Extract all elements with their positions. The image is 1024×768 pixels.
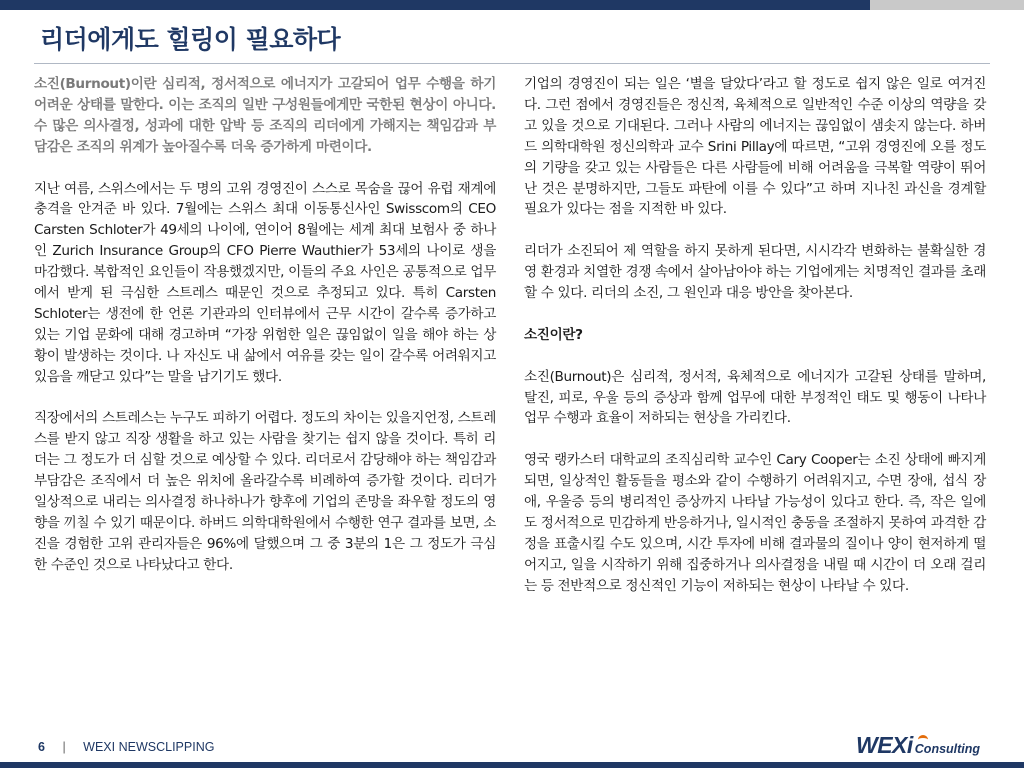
logo-subtitle: Consulting [914, 742, 981, 756]
title-divider [34, 63, 990, 64]
page-number: 6 [38, 740, 45, 754]
left-column [34, 74, 496, 576]
wexi-logo [856, 732, 980, 759]
body-paragraph: 지난 여름, 스위스에서는 두 명의 고위 경영진이 스스로 목숨을 끊어 유럽 재계에 충격을 안겨준 바 있다. 7월에는 스위스 최대 이동통신사인 Swisscom의 CEO Carsten Schloter가 49세의 나이에, 연이어 8월에는 세계 최대 보험사 중 하나인 Zurich Insurance Group의 CFO Pierre Wauthier가 53세의 나이로 생을 마감했다. 복합적인 요인들이 작용했겠지만, 이들의 주요 사인은 공통적으로 업무에서 받게 된 극심한 스트레스 때문인 것으로 추정되고 있다. 특히 Carsten Schloter는 생전에 한 언론 기관과의 인터뷰에서 근무 시간이 갈수록 증가하고 있는 기업 문화에 대해 경고하며 “가장 위험한 일은 끊임없이 일을 해야 하는 상황이 발생하는 것이다. 나 자신도 내 삶에서 여유를 갖는 일이 갈수록 어려워지고 있음을 깨닫고 있다”는 말을 남기기도 했다. [34, 180, 496, 385]
body-paragraph: 리더가 소진되어 제 역할을 하지 못하게 된다면, 시시각각 변화하는 불확실한 경영 환경과 치열한 경쟁 속에서 살아남아야 하는 기업에게는 치명적인 결과를 초래할 수 있다. 리더의 소진, 그 원인과 대응 방안을 찾아본다. [524, 243, 986, 302]
body-paragraph: 소진(Burnout)은 심리적, 정서적, 육체적으로 에너지가 고갈된 상태를 말하며, 탈진, 피로, 우울 등의 증상과 함께 업무에 대한 부정적인 태도 및 행동이 나타나 업무 수행과 효율이 저하되는 현상을 가리킨다. [524, 368, 986, 427]
top-gray-bar [870, 0, 1024, 10]
top-accent-bar [0, 0, 870, 10]
page-footer [38, 740, 214, 754]
body-paragraph: 기업의 경영진이 되는 일은 ‘별을 달았다’라고 할 정도로 쉽지 않은 일로 여겨진다. 그런 점에서 경영진들은 정신적, 육체적으로 일반적인 수준 이상의 역량을 갖고 있을 것으로 기대된다. 그러나 사람의 에너지는 끊임없이 샘솟지 않는다. 하버드 의학대학원 정신의학과 교수 Srini Pillay에 따르면, “고위 경영진에 오를 정도의 기량을 갖고 있는 사람들은 다른 사람들에 비해 어려움을 극복할 역량이 뛰어난 것은 분명하지만, 그들도 파탄에 이를 수 있다”고 하며 지나친 과신을 경계할 필요가 있다는 점을 지적한 바 있다. [524, 76, 986, 218]
logo-swoosh-icon [918, 735, 928, 744]
lead-paragraph: 소진(Burnout)이란 심리적, 정서적으로 에너지가 고갈되어 업무 수행을 하기 어려운 상태를 말한다. 이는 조직의 일반 구성원들에게만 국한된 현상이 아니다. 수 많은 의사결정, 성과에 대한 압박 등 조직의 리더에게 가해지는 책임감과 부담감은 조직의 위계가 높아질수록 더욱 증가하게 마련이다. [34, 76, 496, 155]
body-paragraph: 영국 랭카스터 대학교의 조직심리학 교수인 Cary Cooper는 소진 상태에 빠지게 되면, 일상적인 활동들을 평소와 같이 수행하기 어려워지고, 수면 장애, 섭식 장애, 우울증 등의 병리적인 증상까지 나타날 가능성이 있다고 한다. 즉, 작은 일에도 정서적으로 민감하게 반응하거나, 일시적인 충동을 조절하지 못하여 과격한 감정을 표출시킬 수도 있으며, 시간 투자에 비해 결과물의 질이나 양이 현저하게 떨어지고, 일을 시작하기 위해 집중하거나 의사결정을 내릴 때 시간이 더 오래 걸리는 등 전반적으로 정신적인 기능이 저하되는 현상이 나타날 수 있다. [524, 452, 986, 594]
body-paragraph: 직장에서의 스트레스는 누구도 피하기 어렵다. 정도의 차이는 있을지언정, 스트레스를 받지 않고 직장 생활을 하고 있는 사람을 찾기는 쉽지 않을 것이다. 특히 리더는 그 정도가 더 심할 것으로 예상할 수 있다. 리더로서 감당해야 하는 책임감과 부담감은 조직에서 더 높은 위치에 올라갈수록 비례하여 증가할 것이다. 리더가 일상적으로 내리는 의사결정 하나하나가 향후에 기업의 존망을 좌우할 정도의 영향을 끼칠 수 있기 때문이다. 하버드 의학대학원에서 수행한 연구 결과를 보면, 소진을 경험한 고위 관리자들은 96%에 달했으며 그 중 3분의 1은 그 정도가 극심한 수준인 것으로 나타났다고 한다. [34, 410, 496, 573]
right-column [524, 74, 986, 597]
section-heading: 소진이란? [524, 326, 583, 343]
bottom-accent-bar [0, 762, 1024, 768]
footer-label: WEXI NEWSCLIPPING [83, 740, 215, 754]
page-title: 리더에게도 힐링이 필요하다 [40, 25, 341, 54]
footer-separator: | [62, 740, 66, 754]
logo-brand: WEXi [856, 732, 913, 758]
